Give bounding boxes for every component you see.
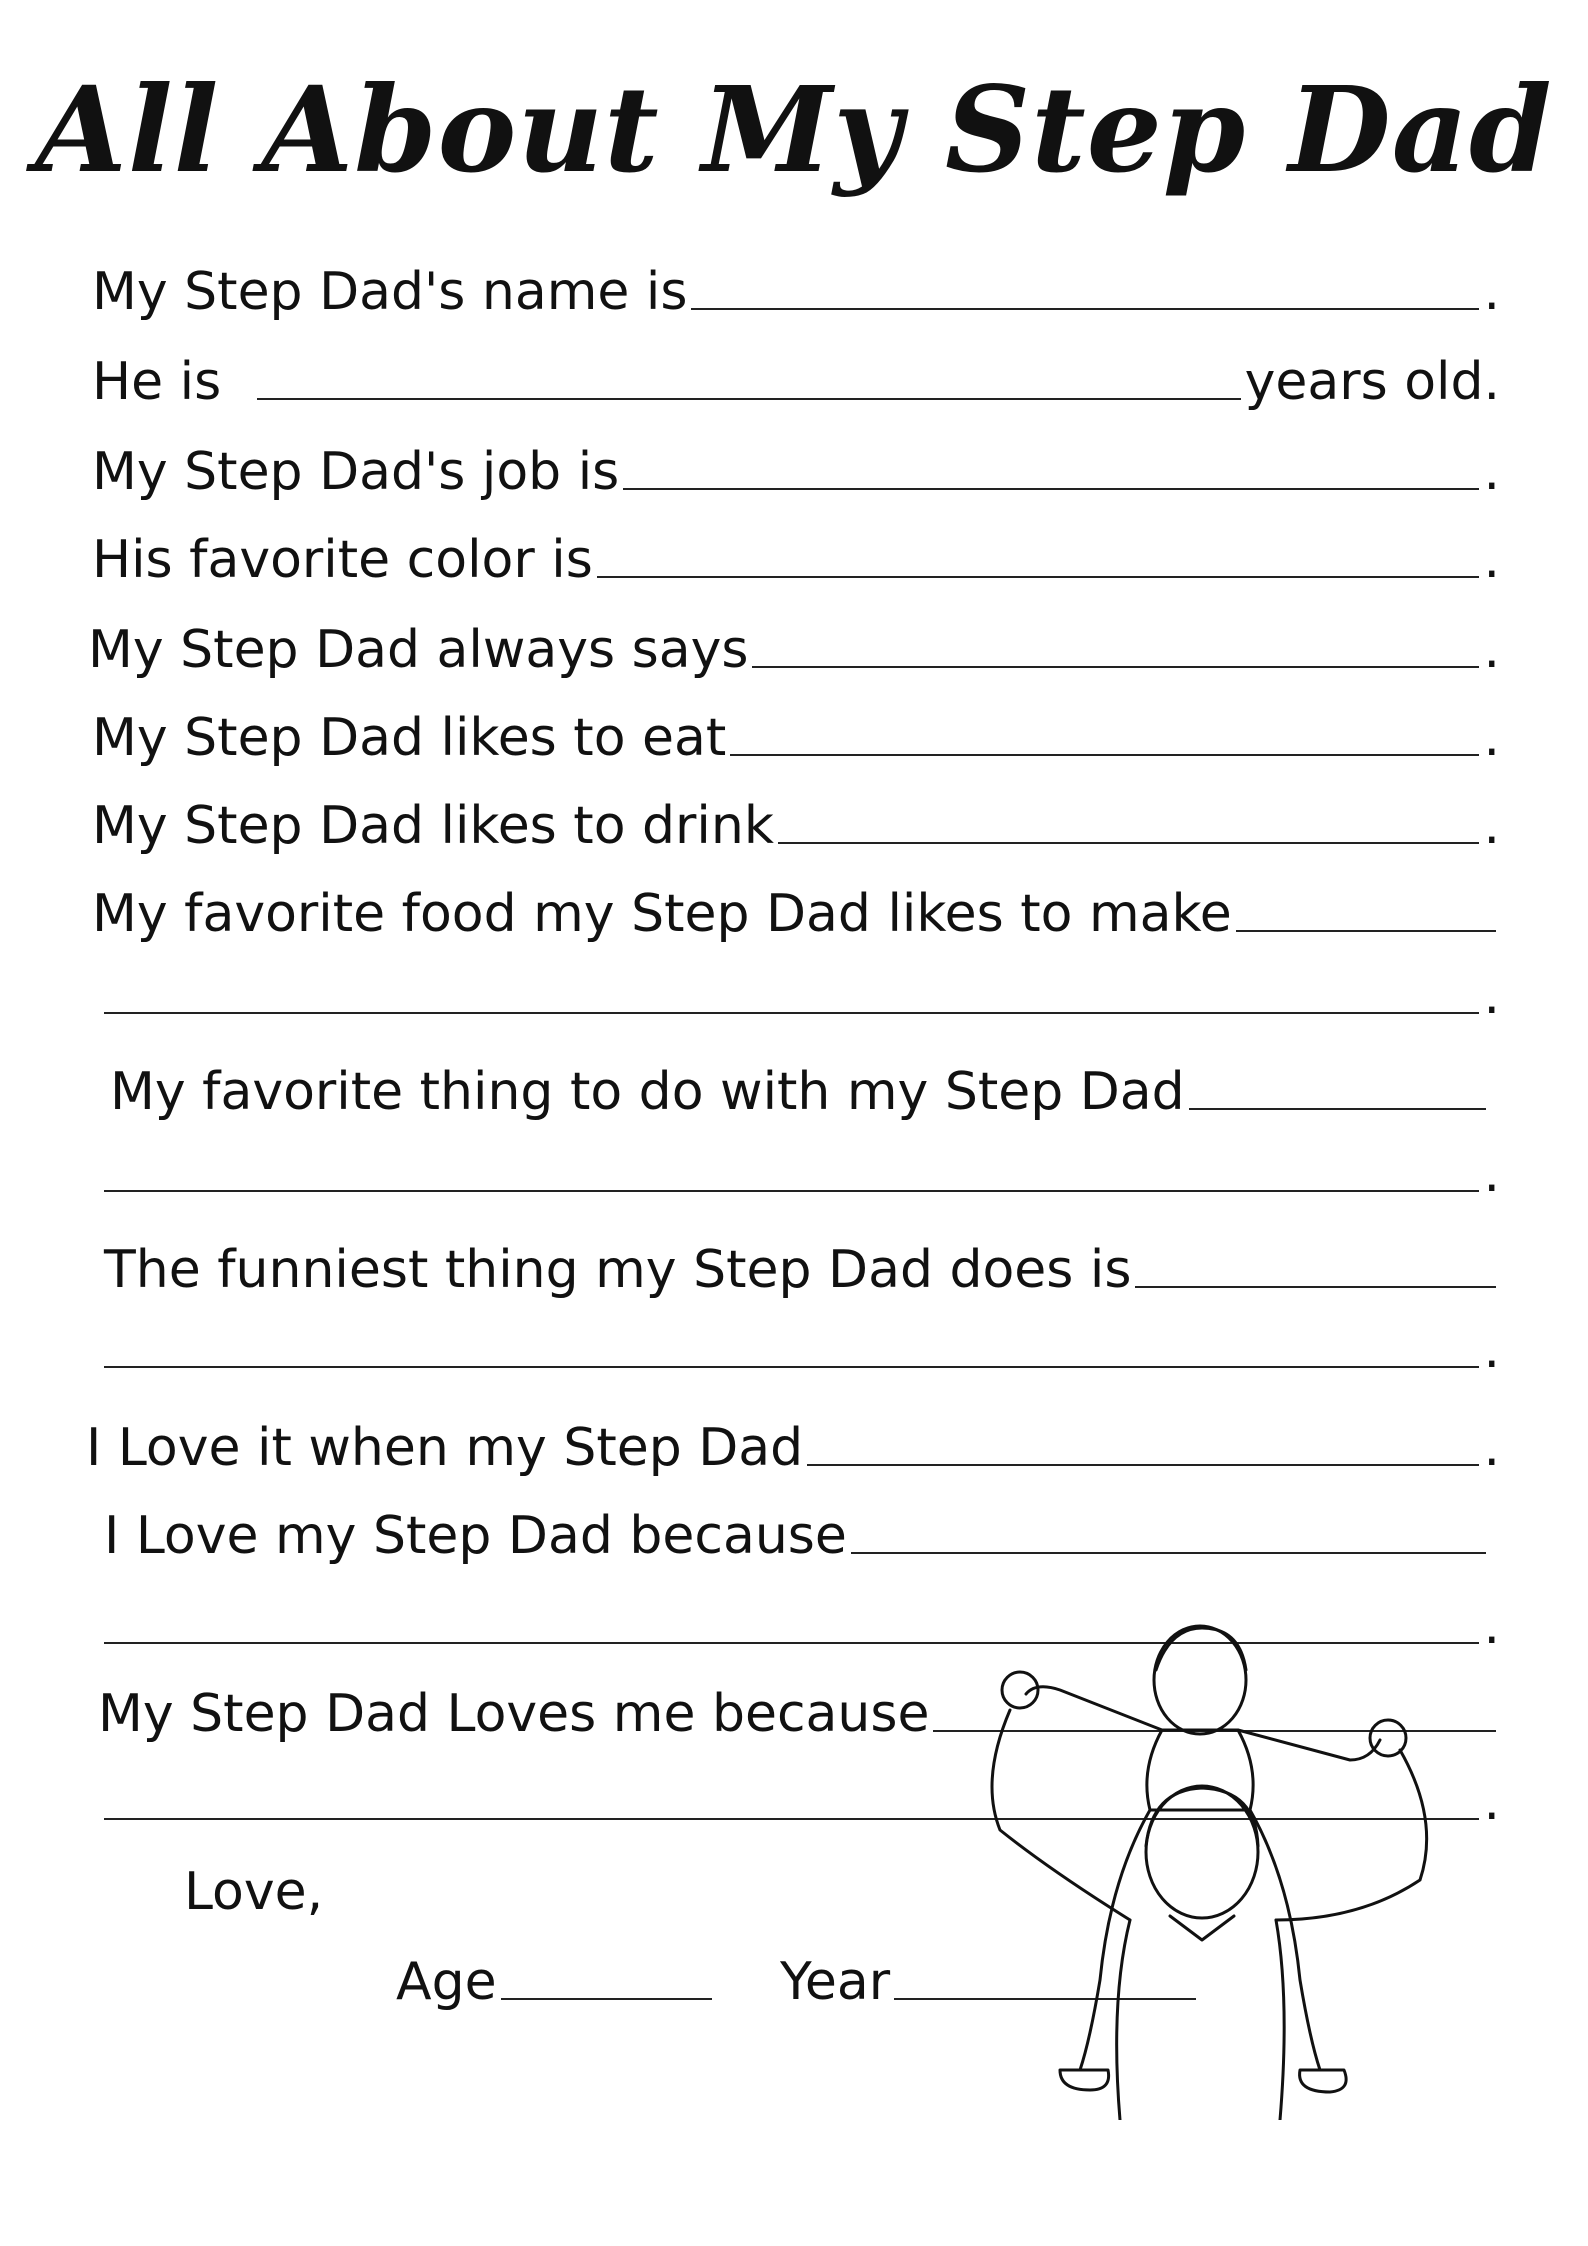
year-field-label: Year	[780, 1952, 891, 2012]
dad-torso	[1117, 1920, 1130, 2120]
thing-label: My favorite thing to do with my Step Dad	[110, 1062, 1185, 1122]
age-field-label: Age	[396, 1952, 497, 2012]
funny-label: The funniest thing my Step Dad does is	[104, 1240, 1132, 1300]
says-period: .	[1483, 620, 1500, 680]
child-hair	[1156, 1628, 1246, 1670]
love-when-row	[86, 1418, 1500, 1478]
eat-blank[interactable]	[730, 752, 1479, 756]
funny-period: .	[1483, 1320, 1500, 1380]
food-blank[interactable]	[1236, 928, 1496, 932]
child-right-arm	[1238, 1730, 1380, 1760]
eat-period: .	[1483, 708, 1500, 768]
child-left-shoe	[1060, 2070, 1109, 2090]
love-because-label: I Love my Step Dad because	[104, 1506, 847, 1566]
love-when-period: .	[1483, 1418, 1500, 1478]
age-label-post: years old.	[1244, 352, 1500, 412]
dad-collar	[1170, 1916, 1234, 1940]
age-label-pre: He is	[92, 352, 222, 412]
signoff-label: Love,	[184, 1862, 324, 1922]
love-because-blank[interactable]	[851, 1550, 1486, 1554]
drink-row	[92, 796, 1500, 856]
job-blank[interactable]	[623, 486, 1479, 490]
age-row	[92, 352, 1500, 412]
thing-blank[interactable]	[1189, 1106, 1486, 1110]
color-label: His favorite color is	[92, 530, 593, 590]
love-because-period: .	[1483, 1596, 1500, 1656]
child-left-arm	[1026, 1687, 1162, 1730]
color-period: .	[1483, 530, 1500, 590]
says-row	[88, 620, 1500, 680]
love-when-label: I Love it when my Step Dad	[86, 1418, 804, 1478]
funny-row-continued	[100, 1320, 1500, 1380]
color-row	[92, 530, 1500, 590]
color-blank[interactable]	[597, 574, 1480, 578]
job-row	[92, 442, 1500, 502]
love-when-blank[interactable]	[807, 1462, 1479, 1466]
name-period: .	[1483, 262, 1500, 322]
love-because-row	[104, 1506, 1490, 1566]
loves-me-period: .	[1483, 1772, 1500, 1832]
dad-right-arm	[1276, 1750, 1427, 1920]
funny-row	[104, 1240, 1500, 1300]
says-label: My Step Dad always says	[88, 620, 749, 680]
drink-blank[interactable]	[778, 840, 1480, 844]
thing-row	[110, 1062, 1490, 1122]
food-row-continued	[100, 966, 1500, 1026]
age-blank[interactable]	[257, 396, 1240, 400]
funny-blank[interactable]	[1135, 1284, 1496, 1288]
loves-me-label: My Step Dad Loves me because	[98, 1684, 930, 1744]
dad-torso-right	[1276, 1920, 1284, 2120]
funny-blank-continued[interactable]	[104, 1364, 1479, 1368]
job-period: .	[1483, 442, 1500, 502]
child-head	[1154, 1626, 1246, 1734]
eat-label: My Step Dad likes to eat	[92, 708, 727, 768]
drink-period: .	[1483, 796, 1500, 856]
signoff-row	[184, 1862, 484, 1922]
page-title: All About My Step Dad	[35, 60, 1553, 199]
name-blank[interactable]	[691, 306, 1479, 310]
thing-blank-continued[interactable]	[104, 1188, 1479, 1192]
thing-period: .	[1483, 1144, 1500, 1204]
dad-left-arm	[992, 1710, 1130, 1920]
job-label: My Step Dad's job is	[92, 442, 620, 502]
says-blank[interactable]	[752, 664, 1479, 668]
name-row	[92, 262, 1500, 322]
food-label: My favorite food my Step Dad likes to make	[92, 884, 1232, 944]
eat-row	[92, 708, 1500, 768]
food-row	[92, 884, 1500, 944]
thing-row-continued	[100, 1144, 1500, 1204]
food-blank-continued[interactable]	[104, 1010, 1479, 1014]
child-left-leg	[1080, 1810, 1150, 2070]
drink-label: My Step Dad likes to drink	[92, 796, 774, 856]
dad-hair	[1146, 1788, 1258, 1846]
dad-child-illustration	[940, 1620, 1460, 2120]
name-label: My Step Dad's name is	[92, 262, 688, 322]
age-field-blank[interactable]	[501, 1996, 712, 2000]
food-period: .	[1483, 966, 1500, 1026]
child-right-shoe	[1300, 2070, 1347, 2092]
age-field-row	[396, 1952, 716, 2012]
